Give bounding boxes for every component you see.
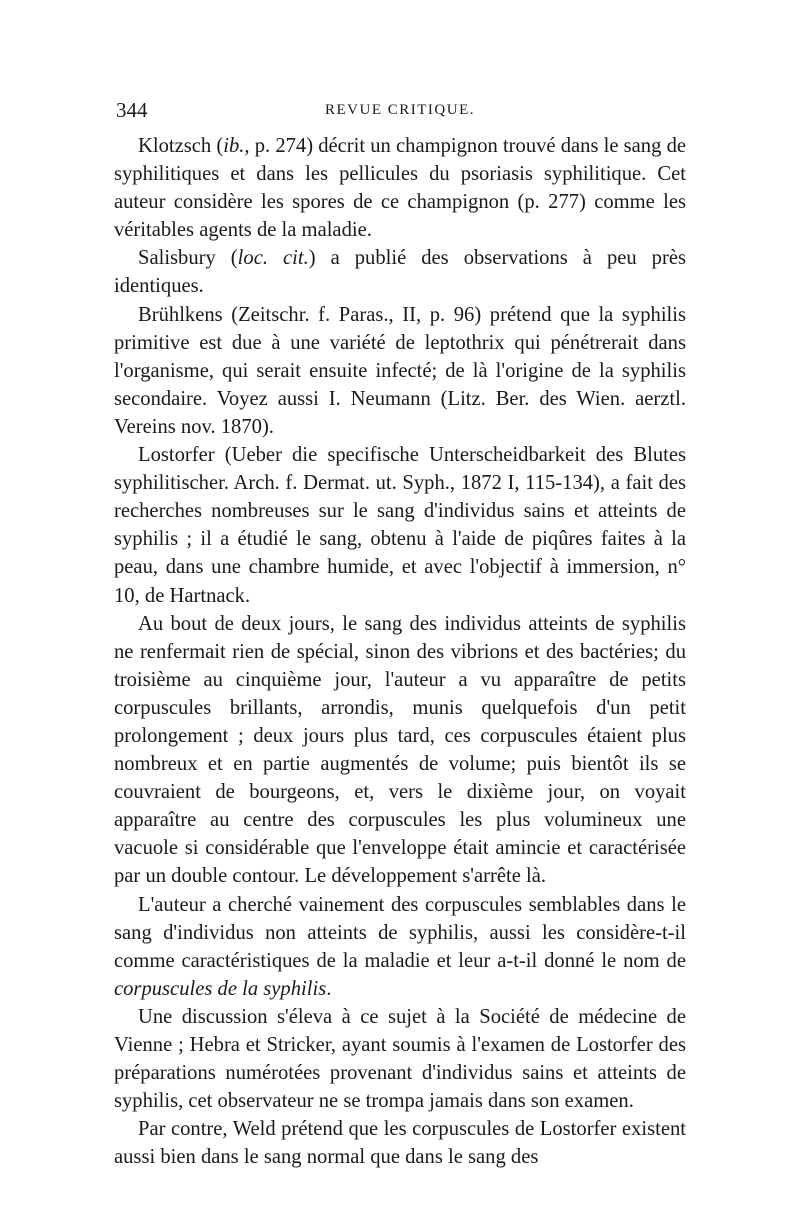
paragraph-klotzsch [114, 132, 686, 244]
running-title: REVUE CRITIQUE. [325, 102, 475, 118]
paragraph-conclusion-text-start: L'auteur a cherché vainement des corpuscules semblables dans le sang d'individus non atteints de syphilis, aussi les considère-t-il comme caractéristiques de la maladie et leur a-t-il donné le nom de [114, 893, 686, 972]
paragraph-klotzsch-text-start: Klotzsch ( [138, 135, 224, 157]
ibid-abbreviation: ib. [223, 135, 245, 157]
paragraph-discussion: Une discussion s'éleva à ce sujet à la Société de médecine de Vienne ; Hebra et Stricker, ayant soumis à l'examen de Lostorfer des préparations numérotées provenant d'individus sains et atteints de syphilis, cet observateur ne se trompa jamais dans son examen. [114, 1005, 686, 1113]
running-head [114, 96, 686, 126]
loc-cit-abbreviation: loc. cit. [237, 247, 309, 270]
paragraph-klotzsch-text-end: , p. 274) décrit un champignon trouvé dans le sang de syphilitiques et dans les pellicules du psoriasis syphilitique. Cet auteur considère les spores de ce champignon (p. 277) comme les véritables agents de la maladie. [114, 135, 687, 242]
body-text [114, 132, 686, 1171]
corpuscules-term: corpuscules de la syphilis [114, 977, 327, 1000]
book-page [114, 96, 686, 1171]
page-number: 344 [116, 98, 148, 122]
paragraph-weld: Par contre, Weld prétend que les corpuscules de Lostorfer existent aussi bien dans le sang normal que dans le sang des [114, 1118, 686, 1169]
paragraph-observations: Au bout de deux jours, le sang des individus atteints de syphilis ne renfermait rien de spécial, sinon des vibrions et des bactéries; du troisième au cinquième jour, l'auteur a vu apparaître de petits corpuscules brillants, arrondis, munis quelquefois d'un petit prolongement ; deux jours plus tard, ces corpuscules étaient plus nombreux et en partie augmentés de volume; puis bientôt ils se couvraient de bourgeons, et, vers le dixième jour, on voyait apparaître au centre des corpuscules les plus volumineux une vacuole si considérable que l'enveloppe était amincie et caractérisée par un double contour. Le développement s'arrête là. [114, 612, 686, 888]
paragraph-salisbury-text-end: ) a publié des observations à peu près identiques. [114, 247, 686, 298]
paragraph-conclusion [114, 891, 686, 1003]
paragraph-bruhlkens: Brühlkens (Zeitschr. f. Paras., II, p. 96) prétend que la syphilis primitive est due à une variété de leptothrix qui pénétrerait dans l'organisme, qui serait ensuite infecté; de là l'origine de la syphilis secondaire. Voyez aussi I. Neumann (Litz. Ber. des Wien. aerztl. Vereins nov. 1870). [114, 303, 686, 438]
paragraph-conclusion-text-end: . [326, 977, 332, 1000]
paragraph-salisbury [114, 244, 686, 300]
paragraph-salisbury-text-start: Salisbury ( [138, 247, 238, 270]
paragraph-lostorfer: Lostorfer (Ueber die specifische Unterscheidbarkeit des Blutes syphilitischer. Arch. f. Dermat. ut. Syph., 1872 I, 115-134), a fait des recherches nombreuses sur le sang d'individus sains et atteints de syphilis ; il a étudié le sang, obtenu à l'aide de piqûres faites à la peau, dans une chambre humide, et avec l'objectif à immersion, n° 10, de Hartnack. [114, 444, 686, 607]
